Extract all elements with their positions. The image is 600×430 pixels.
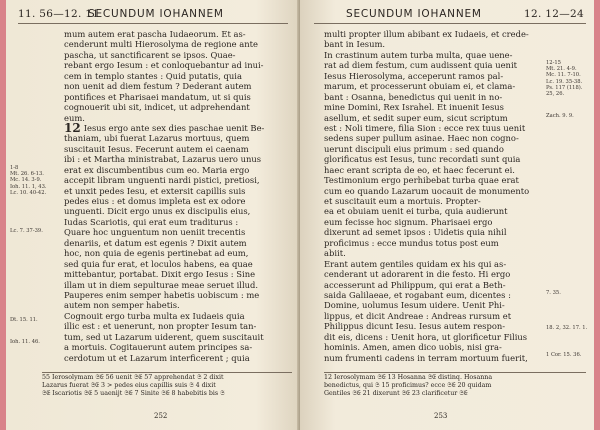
- header-rule: [314, 23, 586, 24]
- text-line: mum autem erat pascha Iudaeorum. Et as-: [64, 29, 246, 39]
- margin-ref: Lc. 19. 35-38.: [546, 78, 583, 85]
- text-line: eum.: [64, 112, 85, 123]
- text-line: glorificatus est Iesus, tunc recordati sunt quia: [324, 154, 521, 165]
- left-header-title: SECUNDUM IOHANNEM: [88, 8, 224, 20]
- text-line: et unxit pedes Iesu, et extersit capillis suis: [64, 185, 246, 196]
- text-line: cenderant ut adorarent in die festo. Hi ergo: [324, 269, 511, 280]
- header-rule: [18, 23, 288, 24]
- left-footnotes: [42, 374, 292, 399]
- margin-reference: 18. 2, 32. 17. 1.: [546, 325, 588, 331]
- text-line: Erant autem gentiles quidam ex his qui as-: [324, 258, 507, 269]
- margin-ref: Mc. 14. 3-9.: [10, 177, 42, 184]
- right-page-header: [314, 8, 584, 24]
- text-line: cem in templo stantes : Quid putatis, quia: [64, 70, 242, 81]
- text-line: rat ad diem festum, cum audissent quia uenit: [324, 60, 517, 71]
- text-line: cerdotum ut et Lazarum interficerent ; quia: [64, 352, 250, 363]
- margin-reference: Dt. 15. 11.: [10, 317, 38, 323]
- footnote-rule: [42, 372, 292, 373]
- right-header-reference: 12. 12—24: [524, 8, 584, 20]
- left-header-reference: 11. 56—12. 11: [18, 8, 100, 20]
- text-line: ea et obuiam uenit ei turba, quia audierunt: [324, 206, 508, 217]
- margin-ref: Mt. 26. 6-13.: [10, 171, 44, 178]
- text-line: haec erant scripta de eo, et haec fecerunt ei.: [324, 164, 515, 175]
- text-line: sed quia fur erat, et loculos habens, ea quae: [64, 258, 253, 269]
- text-line: In crastinum autem turba multa, quae uene-: [324, 49, 513, 60]
- text-line: pedes eius : et domus impleta est ex odore: [64, 196, 246, 206]
- text-line: cenderunt multi Hierosolyma de regione ante: [64, 39, 258, 50]
- text-line: cum eo quando Lazarum uocauit de monumento: [324, 185, 530, 196]
- margin-references: [546, 60, 590, 97]
- text-line: denariis, et datum est egenis ? Dixit autem: [64, 237, 247, 248]
- footnote-rule: [324, 372, 586, 373]
- margin-ref: 25, 26.: [546, 91, 565, 98]
- text-line-content: Iesus ergo ante sex dies paschae uenit Be-: [83, 122, 265, 133]
- text-line: Testimonium ergo perhibebat turba quae erat: [324, 175, 519, 186]
- text-line: mine Domini, Rex Israhel. Et inuenit Iesus: [324, 102, 504, 113]
- footnote-line: 55 Ierosolymam 𝔖𝔈 56 uenit 𝔖𝔈 57 apprehendat 𝔖 2 dixit: [42, 374, 224, 381]
- left-page-number: 252: [154, 412, 168, 420]
- text-line: erat ex discumbentibus cum eo. Maria ergo: [64, 164, 250, 175]
- text-line: hoc, non quia de egenis pertinebat ad eum,: [64, 248, 249, 259]
- text-line: pascha, ut sanctificarent se ipsos. Quae-: [64, 49, 236, 60]
- margin-reference: 1 Cor. 15. 36.: [546, 352, 582, 358]
- text-line: abiit.: [324, 248, 346, 259]
- footnote-line: 𝔖𝔈 Iscariotis 𝔖𝔈 5 uaenijt 𝔖𝔈 7 Sinite 𝔖𝔈 8 habebitis bis 𝔖: [42, 390, 225, 398]
- text-line: sedens super pullum asinae. Haec non cogno-: [324, 133, 519, 144]
- text-line: num frumenti cadens in terram mortuum fuerit,: [324, 352, 528, 363]
- text-line: illam ut in diem sepulturae meae seruet illud.: [64, 279, 259, 290]
- text-line: eum fecisse hoc signum. Pharisaei ergo: [324, 216, 493, 227]
- text-line: suscitauit Iesus. Fecerunt autem ei caenam: [64, 143, 249, 154]
- text-line: asellum, et sedit super eum, sicut scriptum: [324, 112, 508, 123]
- text-line: dit eis, dicens : Uenit hora, ut glorificetur Filius: [324, 331, 528, 342]
- footnote-line: Lazarus fuerat 𝔖𝔈 3 > pedes eius capillis suis 𝔖 4 dixit: [42, 382, 216, 390]
- text-line: a mortuis. Cogitauerunt autem principes sa-: [64, 342, 253, 353]
- text-line: Pauperes enim semper habetis uobiscum : me: [64, 289, 260, 300]
- footnote-line: Gentiles 𝔖𝔈 21 dixerunt 𝔖𝔈 23 clarificetur 𝔖𝔈: [324, 390, 468, 398]
- text-line: Philippus dicunt Iesu. Iesus autem respon-: [324, 321, 506, 332]
- margin-reference: 7. 35.: [546, 290, 561, 296]
- text-line: hominis. Amen, amen dico uobis, nisi gra-: [324, 342, 502, 353]
- footnote-line: benedictus, qui 𝔖 15 proficimus? ecce 𝔖𝔈 20 quidam: [324, 382, 492, 390]
- text-line: Iudas Scariotis, qui erat eum traditurus :: [64, 216, 239, 227]
- margin-ref: Mc. 11. 7-10.: [546, 72, 581, 79]
- left-page-header: [18, 8, 286, 24]
- right-body-text: [324, 29, 542, 363]
- text-line: Cognouit ergo turba multa ex Iudaeis quia: [64, 310, 245, 321]
- text-line: autem non semper habetis.: [64, 300, 180, 311]
- text-line: ibi : et Martha ministrabat, Lazarus uero unus: [64, 154, 262, 165]
- left-body-text: [64, 29, 290, 363]
- chapter-number: 12: [64, 122, 81, 134]
- text-line: mittebantur, portabat. Dixit ergo Iesus : Sine: [64, 269, 256, 280]
- right-footnotes: [324, 374, 586, 399]
- margin-reference: Ioh. 11. 46.: [10, 339, 40, 345]
- margin-ref: Lc. 10. 40-42.: [10, 189, 47, 196]
- margin-reference: Lc. 7. 37-39.: [10, 228, 43, 234]
- right-page-number: 253: [434, 412, 448, 420]
- text-line: uerunt discipuli eius primum : sed quando: [324, 143, 504, 154]
- text-line: Domine, uolumus Iesum uidere. Uenit Phi-: [324, 300, 505, 311]
- text-line: illic est : et uenerunt, non propter Iesum tan-: [64, 321, 257, 332]
- text-line: pontifices et Pharisaei mandatum, ut si quis: [64, 91, 251, 102]
- margin-ref: 1-8: [10, 165, 19, 171]
- right-page: [300, 0, 594, 430]
- text-line: dixerunt ad semet ipsos : Uidetis quia nihil: [324, 227, 507, 238]
- footnote-line: 12 Ierosolymam 𝔖𝔈 13 Hosanna 𝔖𝔈 distinq. Hosanna: [324, 374, 493, 381]
- right-header-title: SECUNDUM IOHANNEM: [346, 8, 482, 20]
- text-line: tum, sed ut Lazarum uiderent, quem suscitauit: [64, 331, 264, 342]
- margin-reference: Zach. 9. 9.: [546, 113, 574, 119]
- text-line: et suscitauit eum a mortuis. Propter-: [324, 196, 481, 206]
- text-line: est : Noli timere, filia Sion : ecce rex tuus uenit: [324, 122, 526, 133]
- text-line: marum, et processerunt obuiam ei, et clama-: [324, 81, 516, 92]
- text-line: bant : Osanna, benedictus qui uenit in no-: [324, 91, 503, 102]
- text-line: multi propter illum abibant ex Iudaeis, et crede-: [324, 29, 529, 39]
- text-line: proficimus : ecce mundus totus post eum: [324, 237, 499, 248]
- left-page: [6, 0, 300, 430]
- margin-ref: Mt. 21. 4-9.: [546, 66, 577, 73]
- margin-ref: Ioh. 11. 1, 43.: [10, 183, 47, 190]
- margin-ref: 12-15: [546, 60, 561, 66]
- text-line: thaniam, ubi fuerat Lazarus mortuus, quem: [64, 133, 250, 144]
- text-line: rebant ergo Iesum : et conloquebantur ad inui-: [64, 60, 264, 71]
- text-line: [64, 123, 290, 133]
- text-line: Quare hoc unguentum non ueniit trecentis: [64, 227, 246, 238]
- text-line: non uenit ad diem festum ? Dederant autem: [64, 81, 252, 92]
- margin-ref: Ps. 117 (118).: [546, 84, 583, 91]
- open-book: [6, 0, 594, 430]
- text-line: accepit libram unguenti nardi pistici, pretiosi,: [64, 175, 260, 186]
- margin-references: [10, 165, 47, 196]
- text-line: lippus, et dicit Andreae : Andreas rursum et: [324, 310, 512, 321]
- text-line: saida Galilaeae, et rogabant eum, dicentes :: [324, 289, 511, 300]
- text-line: bant in Iesum.: [324, 39, 386, 50]
- text-line: unguenti. Dicit ergo unus ex discipulis eius,: [64, 206, 251, 217]
- text-line: Iesus Hierosolyma, acceperunt ramos pal-: [324, 70, 504, 81]
- text-line: accesserunt ad Philippum, qui erat a Beth-: [324, 279, 506, 290]
- text-line: cognouerit ubi sit, indicet, ut adprehendant: [64, 102, 250, 113]
